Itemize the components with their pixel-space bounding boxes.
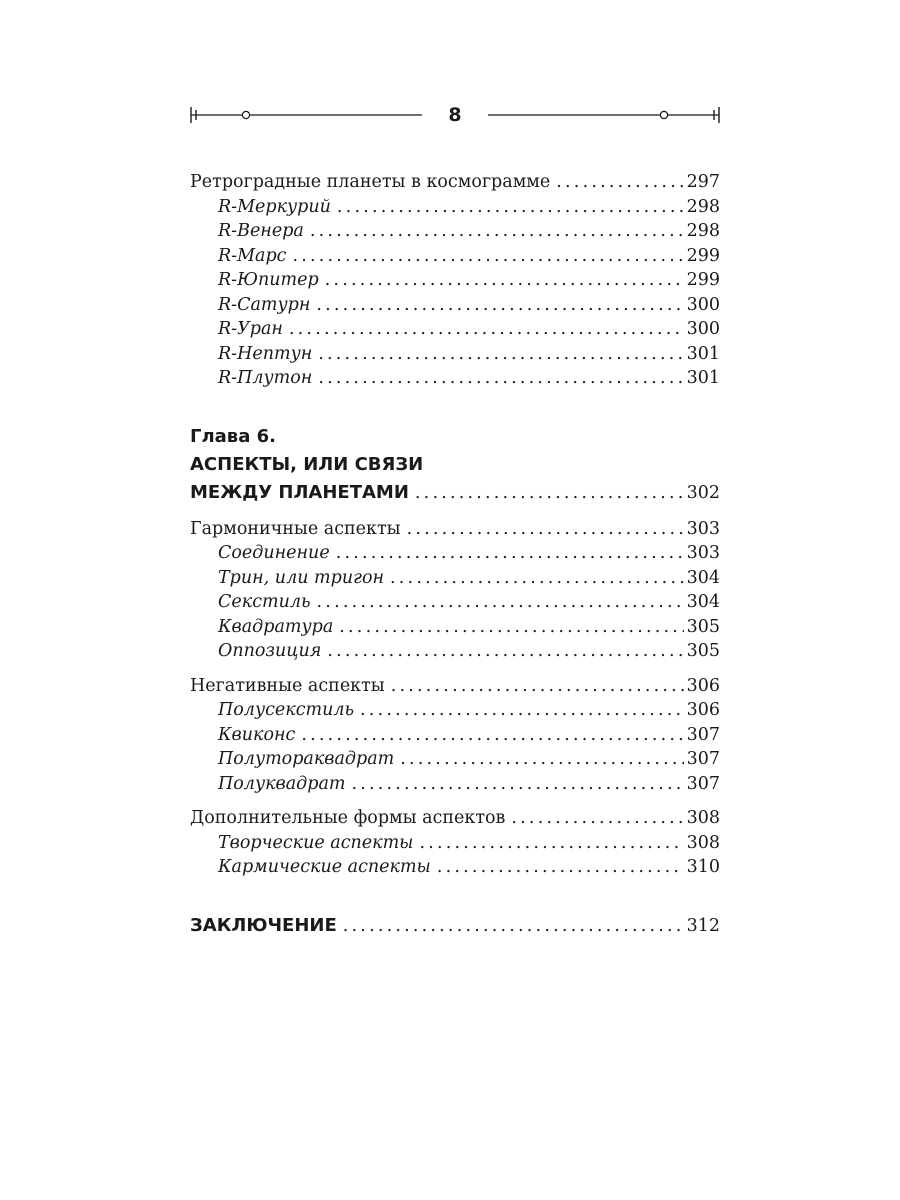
toc-page-number: 308 bbox=[686, 832, 720, 853]
toc-page-number: 303 bbox=[686, 543, 720, 563]
dot-leader bbox=[289, 317, 684, 342]
toc-page-number: 298 bbox=[686, 196, 720, 217]
toc-item[interactable] bbox=[190, 639, 720, 664]
toc-page-number: 305 bbox=[686, 616, 720, 637]
page-number: 8 bbox=[448, 104, 462, 126]
toc-page-number: 298 bbox=[686, 221, 720, 241]
toc-page-number: 310 bbox=[686, 857, 720, 877]
toc-page-number: 304 bbox=[686, 592, 720, 612]
toc-chapter-6[interactable] bbox=[190, 479, 720, 507]
toc-item[interactable] bbox=[190, 317, 720, 342]
toc-page-number: 305 bbox=[686, 641, 720, 661]
table-of-contents bbox=[190, 170, 720, 940]
toc-page-number: 306 bbox=[686, 675, 720, 696]
spacer bbox=[190, 796, 720, 806]
toc-page-number: 299 bbox=[686, 245, 720, 266]
toc-section-title: Гармоничные аспекты bbox=[190, 518, 401, 539]
toc-item[interactable] bbox=[190, 831, 720, 856]
toc-item-label: Квадратура bbox=[218, 616, 334, 637]
toc-page-number: 307 bbox=[686, 749, 720, 769]
toc-item-label: R-Уран bbox=[218, 319, 283, 339]
toc-item-label: Полуквадрат bbox=[218, 773, 346, 794]
dot-leader bbox=[437, 855, 684, 880]
toc-section-retrograde[interactable] bbox=[190, 170, 720, 195]
toc-page-number: 304 bbox=[686, 567, 720, 588]
toc-item[interactable] bbox=[190, 615, 720, 640]
toc-item[interactable] bbox=[190, 541, 720, 566]
dot-leader bbox=[407, 517, 684, 542]
toc-item[interactable] bbox=[190, 772, 720, 797]
toc-page-number: 307 bbox=[686, 773, 720, 794]
dot-leader bbox=[337, 195, 684, 220]
toc-page-number: 306 bbox=[686, 700, 720, 720]
toc-item[interactable] bbox=[190, 747, 720, 772]
chapter-title-line: АСПЕКТЫ, ИЛИ СВЯЗИ bbox=[190, 453, 424, 475]
toc-section-title: Дополнительные формы аспектов bbox=[190, 808, 506, 828]
dot-leader bbox=[391, 674, 684, 699]
toc-item[interactable] bbox=[190, 698, 720, 723]
toc-item[interactable] bbox=[190, 366, 720, 391]
toc-item-label: Трин, или тригон bbox=[218, 567, 385, 588]
dot-leader bbox=[360, 698, 684, 723]
toc-item-label: R-Сатурн bbox=[218, 294, 311, 315]
toc-item-label: Творческие аспекты bbox=[218, 832, 414, 853]
toc-item-label: Полутораквадрат bbox=[218, 749, 395, 769]
toc-item-label: R-Меркурий bbox=[218, 196, 331, 217]
dot-leader bbox=[292, 244, 683, 269]
toc-section-harmonic[interactable] bbox=[190, 517, 720, 542]
toc-item-label: Кармические аспекты bbox=[218, 857, 431, 877]
chapter-title-line: МЕЖДУ ПЛАНЕТАМИ bbox=[190, 481, 409, 503]
dot-leader bbox=[343, 912, 684, 940]
toc-item[interactable] bbox=[190, 268, 720, 293]
dot-leader bbox=[310, 219, 684, 244]
dot-leader bbox=[390, 566, 684, 591]
toc-section-title: ЗАКЛЮЧЕНИЕ bbox=[190, 914, 337, 936]
dot-leader bbox=[301, 723, 683, 748]
toc-item-label: R-Нептун bbox=[218, 343, 313, 364]
dot-leader bbox=[327, 639, 683, 664]
toc-page-number: 297 bbox=[686, 172, 720, 192]
toc-item[interactable] bbox=[190, 566, 720, 591]
chapter-label: Глава 6. bbox=[190, 425, 276, 447]
toc-item[interactable] bbox=[190, 244, 720, 269]
toc-item-label: R-Венера bbox=[218, 221, 304, 241]
toc-item[interactable] bbox=[190, 219, 720, 244]
dot-leader bbox=[415, 479, 684, 507]
toc-item-label: R-Плутон bbox=[218, 368, 313, 388]
dot-leader bbox=[318, 342, 683, 367]
toc-item[interactable] bbox=[190, 342, 720, 367]
toc-item[interactable] bbox=[190, 723, 720, 748]
toc-item-label: Квиконс bbox=[218, 724, 296, 745]
toc-item-label: Соединение bbox=[218, 543, 330, 563]
toc-conclusion[interactable] bbox=[190, 912, 720, 940]
toc-item-label: Секстиль bbox=[218, 592, 311, 612]
toc-item-label: R-Марс bbox=[218, 245, 287, 266]
spacer bbox=[190, 880, 720, 912]
toc-page-number: 299 bbox=[686, 270, 720, 290]
dot-leader bbox=[317, 590, 684, 615]
dot-leader bbox=[336, 541, 684, 566]
toc-page-number: 312 bbox=[686, 915, 720, 936]
dot-leader bbox=[419, 831, 683, 856]
toc-item[interactable] bbox=[190, 293, 720, 318]
spacer bbox=[190, 391, 720, 423]
dot-leader bbox=[351, 772, 683, 797]
toc-section-negative[interactable] bbox=[190, 674, 720, 699]
toc-item[interactable] bbox=[190, 590, 720, 615]
toc-page-number: 301 bbox=[686, 343, 720, 364]
toc-page-number: 303 bbox=[686, 518, 720, 539]
spacer bbox=[190, 664, 720, 674]
toc-item-label: Полусекстиль bbox=[218, 700, 355, 720]
toc-page-number: 301 bbox=[686, 368, 720, 388]
toc-page-number: 302 bbox=[686, 482, 720, 503]
toc-page-number: 300 bbox=[686, 294, 720, 315]
dot-leader bbox=[511, 806, 683, 831]
dot-leader bbox=[318, 366, 683, 391]
spacer bbox=[190, 507, 720, 517]
toc-item-label: R-Юпитер bbox=[218, 270, 319, 290]
toc-section-title: Ретроградные планеты в космограмме bbox=[190, 172, 551, 192]
toc-page-number: 300 bbox=[686, 319, 720, 339]
dot-leader bbox=[339, 615, 683, 640]
toc-page-number: 308 bbox=[686, 808, 720, 828]
toc-item[interactable] bbox=[190, 195, 720, 220]
toc-page-number: 307 bbox=[686, 724, 720, 745]
toc-item-label: Оппозиция bbox=[218, 641, 322, 661]
dot-leader bbox=[325, 268, 684, 293]
page-header bbox=[190, 102, 720, 128]
toc-section-title: Негативные аспекты bbox=[190, 675, 385, 696]
dot-leader bbox=[556, 170, 683, 195]
dot-leader bbox=[400, 747, 683, 772]
toc-item[interactable] bbox=[190, 855, 720, 880]
toc-section-additional[interactable] bbox=[190, 806, 720, 831]
dot-leader bbox=[316, 293, 683, 318]
